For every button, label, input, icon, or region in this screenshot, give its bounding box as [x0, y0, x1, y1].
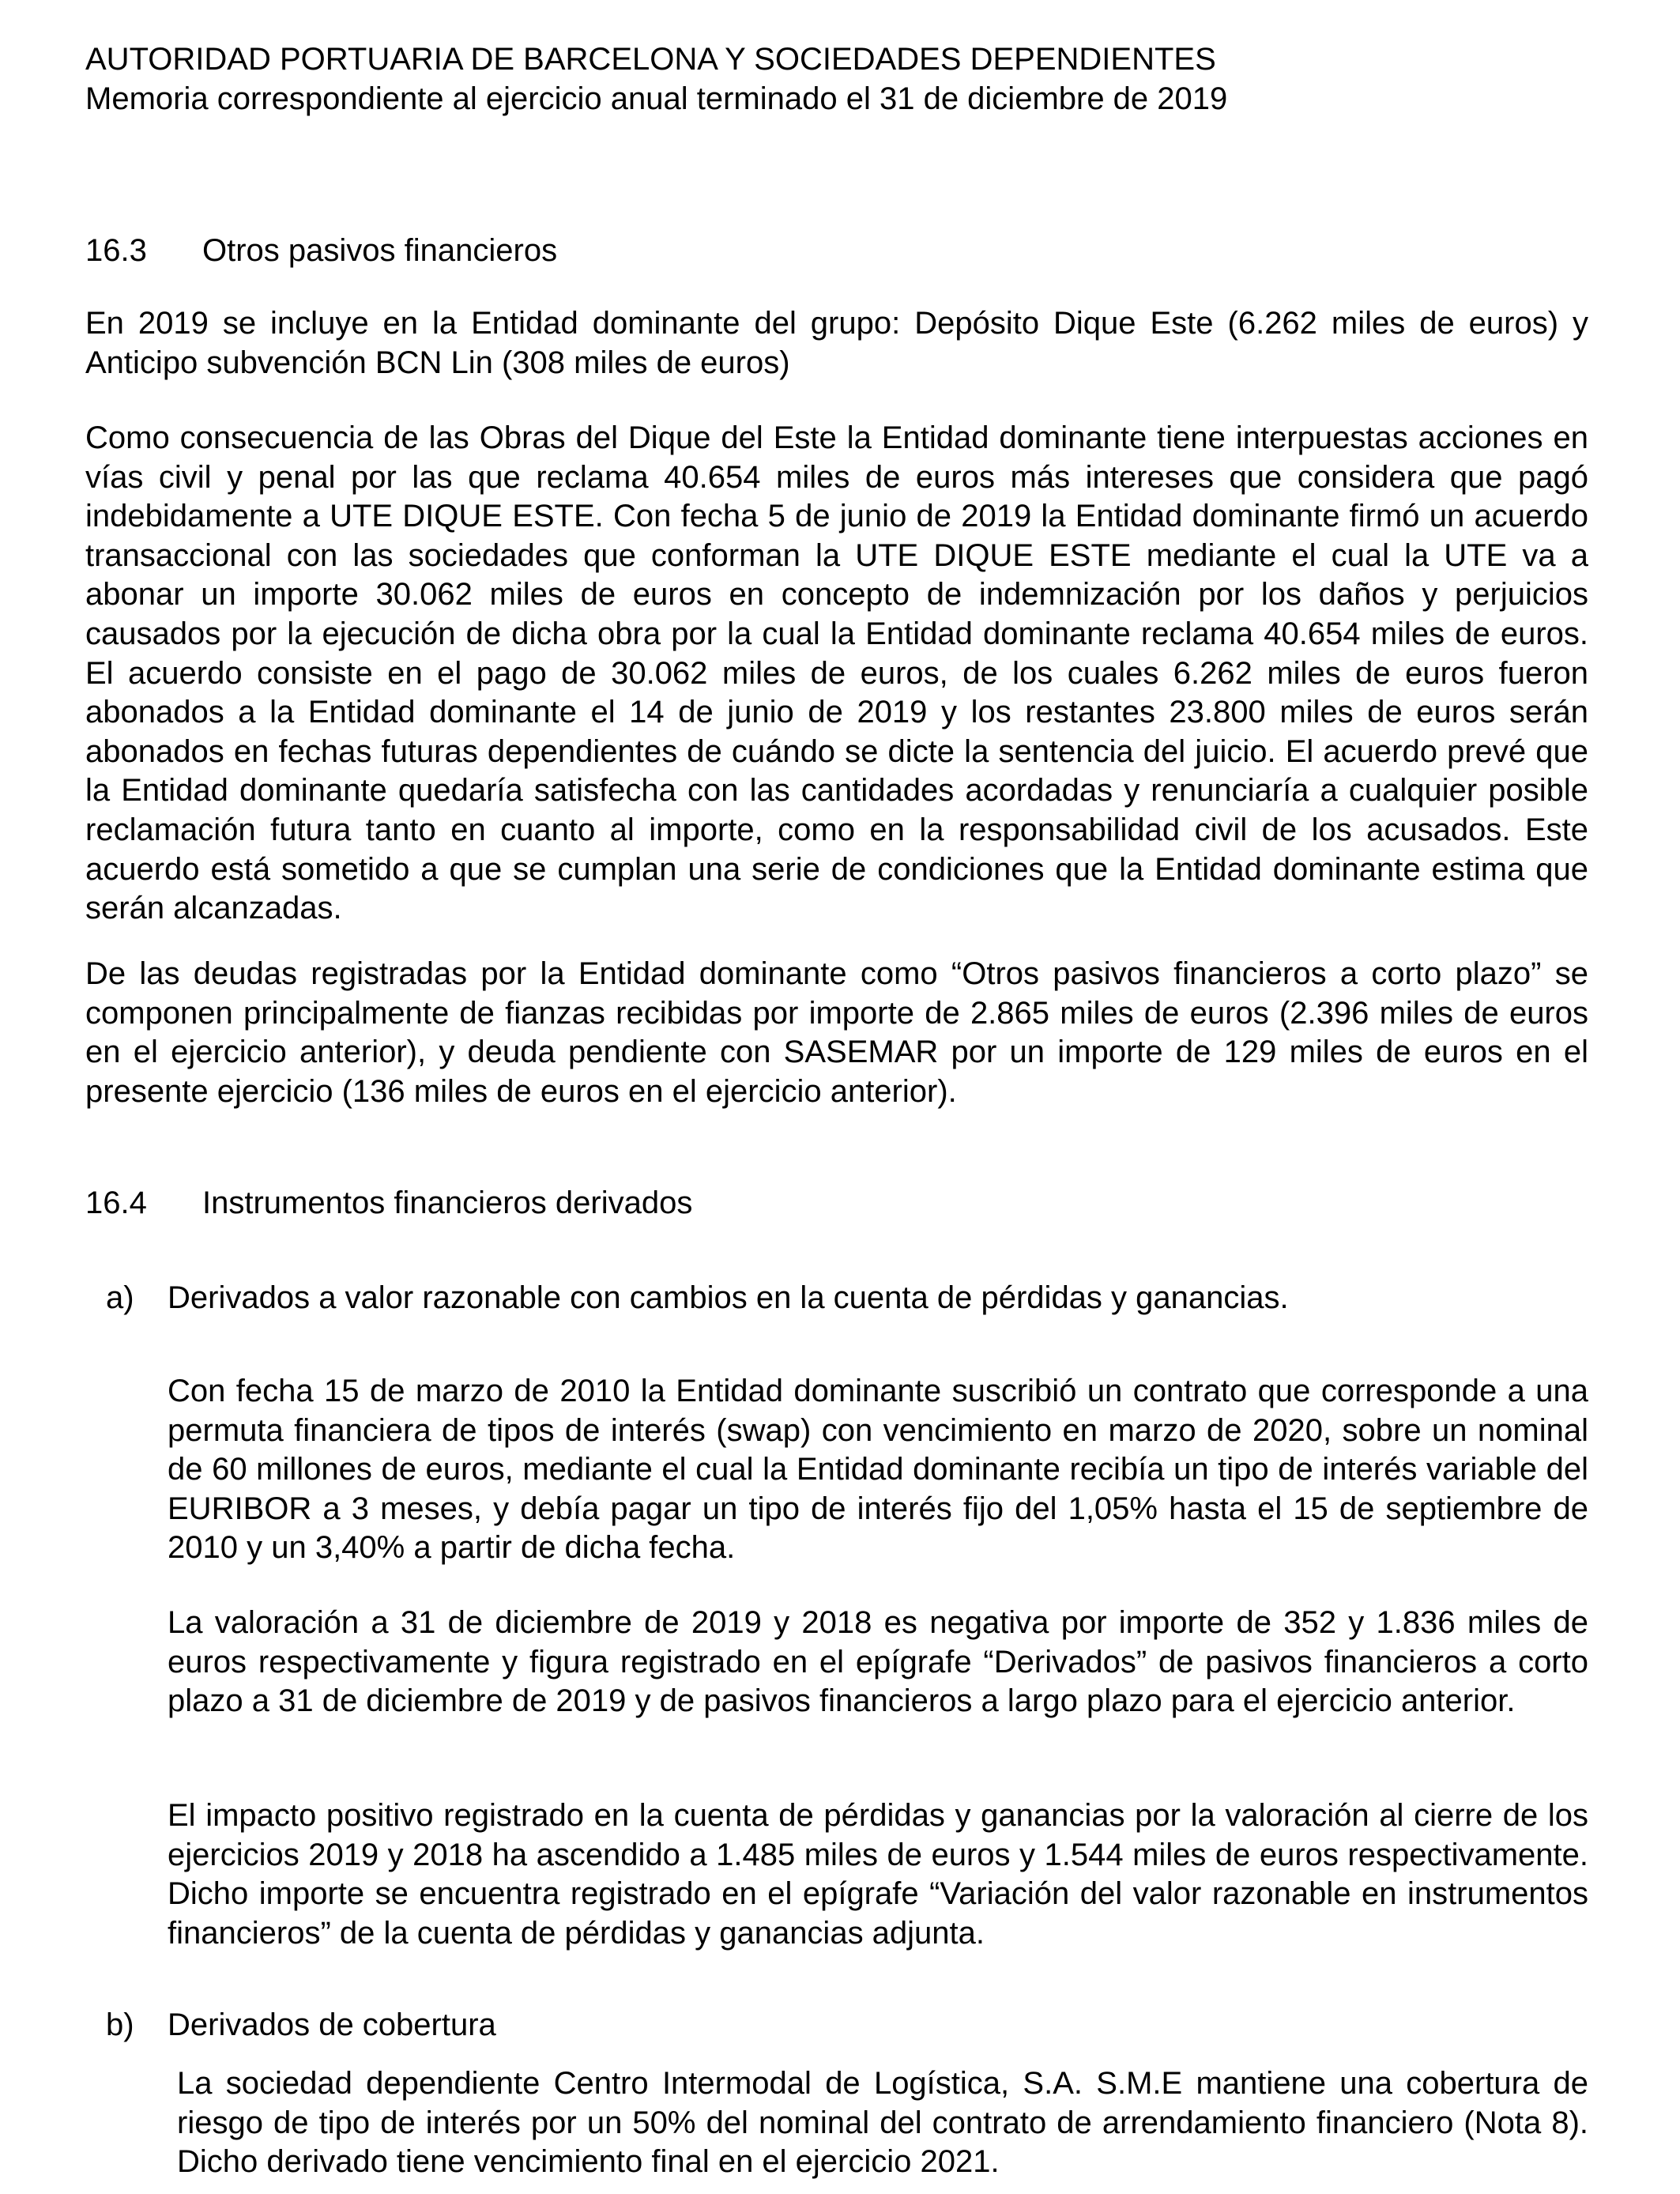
paragraph-16-3-1: En 2019 se incluye en la Entidad dominante del grupo: Depósito Dique Este (6.262 miles de euros) y Anticipo subvención BCN Lin (308 miles de euros) [85, 306, 1588, 380]
section-title: Instrumentos financieros derivados [202, 1186, 693, 1220]
section-title: Otros pasivos financieros [202, 233, 558, 268]
paragraph-16-3-2: Como consecuencia de las Obras del Dique del Este la Entidad dominante tiene interpuestas acciones en vías civil y penal por las que reclama 40.654 miles de euros más intereses que considera que pagó indebidamente a UTE DIQUE ESTE. Con fecha 5 de junio de 2019 la Entidad dominante firmó un acuerdo transaccional con las sociedades que conforman la UTE DIQUE ESTE mediante el cual la UTE va a abonar un importe 30.062 miles de euros en concepto de indemnización por los daños y perjuicios causados por la ejecución de dicha obra por la cual la Entidad dominante reclama 40.654 miles de euros. El acuerdo consiste en el pago de 30.062 miles de euros, de los cuales 6.262 miles de euros fueron abonados a la Entidad dominante el 14 de junio de 2019 y los restantes 23.800 miles de euros serán abonados en fechas futuras dependientes de cuándo se dicte la sentencia del juicio. El acuerdo prevé que la Entidad dominante quedaría satisfecha con las cantidades acordadas y renunciaría a cualquier posible reclamación futura tanto en cuanto al importe, como en la responsabilidad civil de los acusados. Este acuerdo está sometido a que se cumplan una serie de condiciones que la Entidad dominante estima que serán alcanzadas. [85, 420, 1588, 926]
document-header [85, 40, 1603, 119]
list-item-title: Derivados de cobertura [168, 2007, 496, 2042]
paragraph-16-3-3: De las deudas registradas por la Entidad dominante como “Otros pasivos financieros a corto plazo” se componen principalmente de fianzas recibidas por importe de 2.865 miles de euros (2.396 miles de euros en el ejercicio anterior), y deuda pendiente con SASEMAR por un importe de 129 miles de euros en el presente ejercicio (136 miles de euros en el ejercicio anterior). [85, 956, 1588, 1109]
paragraph-16-4-a-3: El impacto positivo registrado en la cuenta de pérdidas y ganancias por la valoración al cierre de los ejercicios 2019 y 2018 ha ascendido a 1.485 miles de euros y 1.544 miles de euros respectivamente. Dicho importe se encuentra registrado en el epígrafe “Variación del valor razonable en instrumentos financieros” de la cuenta de pérdidas y ganancias adjunta. [168, 1798, 1588, 1951]
header-entity-name: AUTORIDAD PORTUARIA DE BARCELONA Y SOCIEDADES DEPENDIENTES [85, 42, 1216, 77]
paragraph-16-4-a-1: Con fecha 15 de marzo de 2010 la Entidad dominante suscribió un contrato que corresponde a una permuta financiera de tipos de interés (swap) con vencimiento en marzo de 2020, sobre un nominal de 60 millones de euros, mediante el cual la Entidad dominante recibía un tipo de interés variable del EURIBOR a 3 meses, y debía pagar un tipo de interés fijo del 1,05% hasta el 15 de septiembre de 2010 y un 3,40% a partir de dicha fecha. [168, 1374, 1588, 1566]
paragraph-16-4-b-1: La sociedad dependiente Centro Intermodal de Logística, S.A. S.M.E mantiene una cobertura de riesgo de tipo de interés por un 50% del nominal del contrato de arrendamiento financiero (Nota 8). Dicho derivado tiene vencimiento final en el ejercicio 2021. [177, 2066, 1588, 2180]
section-heading-16-3 [85, 231, 557, 270]
section-number: 16.4 [85, 1186, 147, 1220]
list-item-b-heading [106, 2005, 496, 2045]
header-report-title: Memoria correspondiente al ejercicio anual terminado el 31 de diciembre de 2019 [85, 81, 1228, 116]
paragraph-16-4-a-2: La valoración a 31 de diciembre de 2019 y 2018 es negativa por importe de 352 y 1.836 miles de euros respectivamente y figura registrado en el epígrafe “Derivados” de pasivos financieros a corto plazo a 31 de diciembre de 2019 y de pasivos financieros a largo plazo para el ejercicio anterior. [168, 1605, 1588, 1719]
list-item-a-heading [106, 1278, 1289, 1318]
list-item-title: Derivados a valor razonable con cambios en la cuenta de pérdidas y ganancias. [168, 1280, 1289, 1315]
list-marker: a) [106, 1280, 134, 1315]
list-marker: b) [106, 2007, 134, 2042]
section-number: 16.3 [85, 233, 147, 268]
section-heading-16-4 [85, 1183, 692, 1223]
